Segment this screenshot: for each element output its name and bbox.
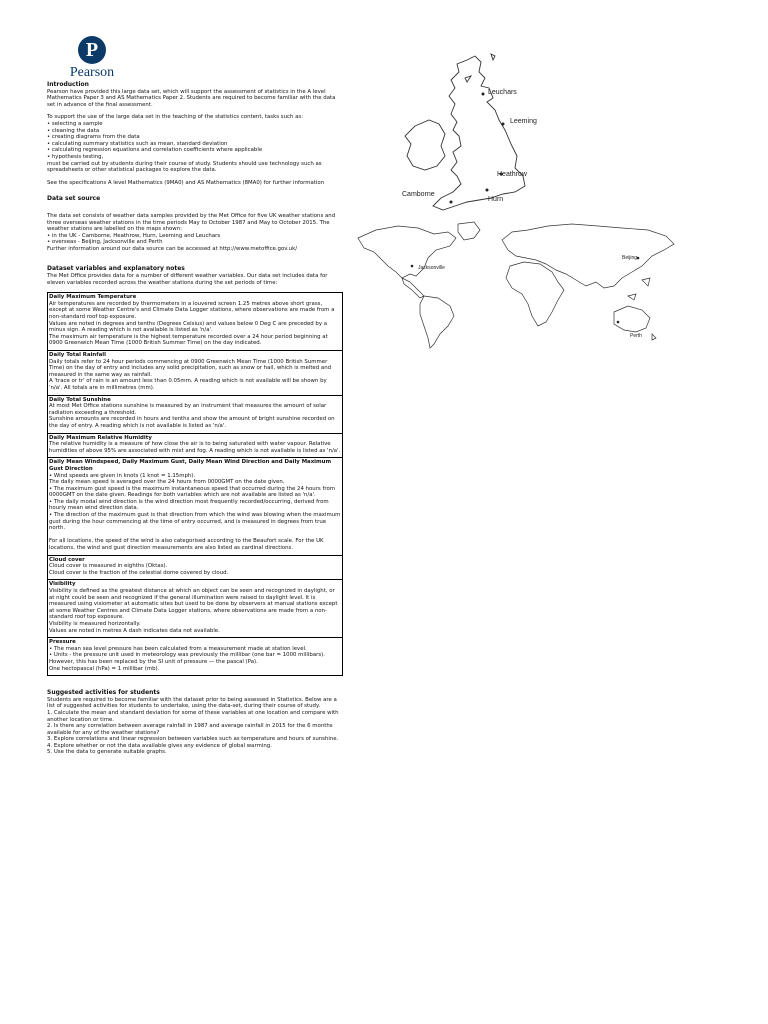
source-line: • in the UK - Camborne, Heathrow, Hurn, Leeming and Leuchars bbox=[47, 232, 221, 239]
variables-intro: The Met Office provides data for a number of different weather variables. Our data set includes data for eleven variables recorded across the weather stations during the set periods of time: bbox=[47, 273, 328, 286]
intro-line: To support the use of the large data set in the teaching of the statistics content, tasks such as: bbox=[47, 114, 304, 121]
variables-heading: Dataset variables and explanatory notes bbox=[47, 265, 185, 273]
uk-map bbox=[395, 52, 555, 227]
variable-line: The relative humidity is a measure of how close the air is to being saturated with water vapour. Relative humidities of above 95% are associated with mist and fog. A reading which is not available is listed as 'n/a'. bbox=[49, 441, 341, 454]
map-label-jacksonville: Jacksonville bbox=[418, 265, 445, 271]
variables-table bbox=[47, 292, 343, 676]
great-britain-outline bbox=[433, 56, 525, 210]
intro-heading: Introduction bbox=[47, 81, 89, 88]
map-label-leeming: Leeming bbox=[510, 118, 537, 125]
variable-line: • Units - the pressure unit used in meteorology was previously the millibar (one bar = 1000 millibars). However, this has been replaced by the SI unit of pressure — the pascal (Pa). bbox=[49, 652, 325, 665]
map-label-heathrow: Heathrow bbox=[497, 171, 527, 178]
variable-line: Visibility is defined as the greatest distance at which an object can be seen and recognized in daylight, or at night could be seen and recognized if the general illumination were raised to daylight level. It is measured using visiometer at automatic sites but used to be done by observers at manual stations except at some Weather Centres and Climate Data Logger stations, where observations are made from a non-standard roof top exposure. bbox=[49, 588, 338, 621]
variable-line: One hectopascal (hPa) = 1 millibar (mb). bbox=[49, 665, 160, 672]
world-map bbox=[352, 216, 688, 350]
greenland-outline bbox=[458, 222, 480, 240]
activity-line: 1. Calculate the mean and standard deviation for some of these variables at one location and compare with another location or time. bbox=[47, 709, 339, 723]
variable-title: Daily Maximum Relative Humidity bbox=[49, 434, 152, 441]
document-body bbox=[47, 82, 343, 756]
variable-line: Daily totals refer to 24 hour periods commencing at 0900 Greenwich Mean Time (1000 British Summer Time) on the day of entry and includes any solid precipitation, such as snow or hail, which is melted and measured in the same way as rainfall. bbox=[49, 358, 332, 378]
map-label-camborne: Camborne bbox=[402, 191, 435, 198]
intro-line: • hypothesis testing, bbox=[47, 153, 104, 160]
intro-line: • cleaning the data bbox=[47, 127, 100, 134]
pearson-logo-mark: P bbox=[78, 36, 106, 64]
variable-line: Sunshine amounts are recorded in hours and tenths and show the amount of bright sunshine recorded on the day of entry. A reading which is not available is listed as 'n/a'. bbox=[49, 416, 335, 429]
variable-title: Visibility bbox=[49, 581, 76, 588]
variable-line: At most Met Office stations sunshine is measured by an instrument that measures the amount of solar radiation exceeding a threshold. bbox=[49, 403, 327, 416]
africa-outline bbox=[506, 262, 564, 326]
intro-line: • creating diagrams from the data bbox=[47, 134, 140, 141]
variable-title: Daily Total Sunshine bbox=[49, 396, 111, 403]
activity-line: 5. Use the data to generate suitable graphs. bbox=[47, 749, 167, 756]
variable-cell-humidity bbox=[48, 434, 342, 459]
source-text bbox=[47, 213, 343, 253]
central-america-outline bbox=[402, 278, 424, 298]
variable-line: A 'trace or tr' of rain is an amount less than 0.05mm. A reading which is not available will be shown by 'n/a'. All totals are in millimetres (mm). bbox=[49, 378, 327, 391]
activity-line: Students are required to become familiar with the dataset prior to being assessed in Statistics. Below are a list of suggested activities for students to undertake, using the data-set, during their course of study. bbox=[47, 696, 337, 710]
map-label-beijing: Beijing bbox=[622, 255, 638, 261]
variable-line: • The daily modal wind direction is the wind direction most frequently recorded/occurring, derived from hourly mean wind direction data. bbox=[49, 498, 329, 512]
ireland-outline bbox=[405, 120, 445, 170]
variable-title: Pressure bbox=[49, 639, 76, 646]
intro-paragraph-1: Pearson have provided this large data set, which will support the assessment of statistics in the A level Mathematics Paper 3 and AS Mathematics Paper 2. Students are required to become familiar with the data set in advance of the final assessment. bbox=[47, 88, 336, 108]
variable-title: Daily Total Rainfall bbox=[49, 352, 106, 358]
activity-line: 3. Explore correlations and linear regression between variables such as temperature and hours of sunshine. bbox=[47, 736, 339, 743]
map-label-hurn: Hurn bbox=[488, 196, 504, 203]
variable-line: Values are noted in degrees and tenths (Degrees Celsius) and values below 0 Deg C are preceded by a minus sign. A reading which is not available is listed as 'n/a'. bbox=[49, 320, 328, 334]
intro-paragraph-3: See the specifications A level Mathematics (9MA0) and AS Mathematics (8MA0) for further information bbox=[47, 179, 325, 186]
variable-cell-sunshine bbox=[48, 396, 342, 434]
variable-cell-wind bbox=[48, 458, 342, 555]
source-line: • overseas - Beijing, Jacksonville and Perth bbox=[47, 239, 163, 246]
source-line: Further information around our data source can be accessed at http://www.metoffice.gov.uk/ bbox=[47, 245, 298, 252]
variable-line: Visibility is measured horizontally. bbox=[49, 620, 141, 627]
variable-line: • The maximum gust speed is the maximum instantaneous speed that occurred during the 24 hours from 0000GMT on the date given. Readings for both variables which are not available are listed as 'n/a'. bbox=[49, 485, 336, 499]
activity-line: 2. Is there any correlation between average rainfall in 1987 and average rainfall in 2015 for the 6 months available for any of the weather stations? bbox=[47, 723, 333, 736]
activities-heading: Suggested activities for students bbox=[47, 689, 160, 697]
intro-task-list bbox=[47, 114, 343, 173]
islands-outline bbox=[628, 278, 656, 340]
variable-title: Daily Maximum Temperature bbox=[49, 294, 137, 301]
south-america-outline bbox=[420, 296, 454, 348]
variable-line: • The direction of the maximum gust is that direction from which the wind was blowing when the maximum gust during the hour commencing at the time of entry occurred, and is measured in degrees from true north. bbox=[49, 512, 341, 532]
intro-line: must be carried out by students during their course of study. Students should use technology such as spreadsheets or other statistical packages to explore the data. bbox=[47, 160, 322, 174]
activities-list bbox=[47, 697, 343, 756]
variable-line bbox=[49, 532, 341, 539]
variable-line: The daily mean speed is averaged over the 24 hours from 0000GMT on the date given. bbox=[49, 479, 285, 486]
intro-line: • calculating regression equations and correlation coefficients where applicable bbox=[47, 147, 263, 154]
map-label-perth: Perth bbox=[630, 333, 642, 339]
activity-line: 4. Explore whether or not the data available gives any evidence of global warming. bbox=[47, 742, 272, 749]
variable-line: • Wind speeds are given in knots (1 knot = 1.15mph). bbox=[49, 472, 196, 479]
pearson-logo bbox=[62, 36, 122, 80]
variable-line: Cloud cover is the fraction of the celestial dome covered by cloud. bbox=[49, 569, 229, 576]
variable-cell-cloud bbox=[48, 556, 342, 581]
variable-title: Daily Mean Windspeed, Daily Maximum Gust, Daily Mean Wind Direction and Daily Maximum Gust Direction bbox=[49, 459, 332, 472]
variable-line: Values are noted in metres A dash indicates data not available. bbox=[49, 627, 220, 634]
variable-line: The maximum air temperature is the highest temperature recorded over a 24 hour period beginning at 0900 Greenwich Mean Time (1000 British Summer Time) on the day indicated. bbox=[49, 333, 328, 347]
variable-line: For all locations, the speed of the wind is also categorised according to the Beaufort scale. For the UK locations, the wind and gust direction measurements are also listed as cardinal directions. bbox=[49, 538, 324, 552]
variable-line: Air temperatures are recorded by thermometers in a louvered screen 1.25 metres above short grass, except at some Weather Centre's and Climate Data Logger stations, where observations are made from a non-standard roof top exposure. bbox=[49, 300, 335, 321]
intro-line: • calculating summary statistics such as mean, standard deviation bbox=[47, 140, 228, 147]
map-label-leuchars: Leuchars bbox=[488, 89, 517, 96]
variable-title: Cloud cover bbox=[49, 556, 85, 563]
variable-line: Cloud cover is measured in eighths (Oktas). bbox=[49, 563, 168, 570]
source-heading: Data set source bbox=[47, 195, 101, 203]
variable-cell-pressure bbox=[48, 638, 342, 676]
pearson-logo-name: Pearson bbox=[69, 65, 115, 80]
source-line: The data set consists of weather data samples provided by the Met Office for five UK weather stations and three overseas weather stations in the time periods May to October 1987 and May to October 2015. The weather stations are labelled on the maps shown: bbox=[47, 212, 336, 233]
australia-outline bbox=[614, 306, 650, 332]
variable-cell-visibility bbox=[48, 580, 342, 638]
variable-cell-rainfall bbox=[48, 351, 342, 396]
variable-line: • The mean sea level pressure has been calculated from a measurement made at station level. bbox=[49, 645, 307, 652]
intro-line: • selecting a sample bbox=[47, 120, 103, 127]
variable-cell-temperature bbox=[48, 293, 342, 351]
